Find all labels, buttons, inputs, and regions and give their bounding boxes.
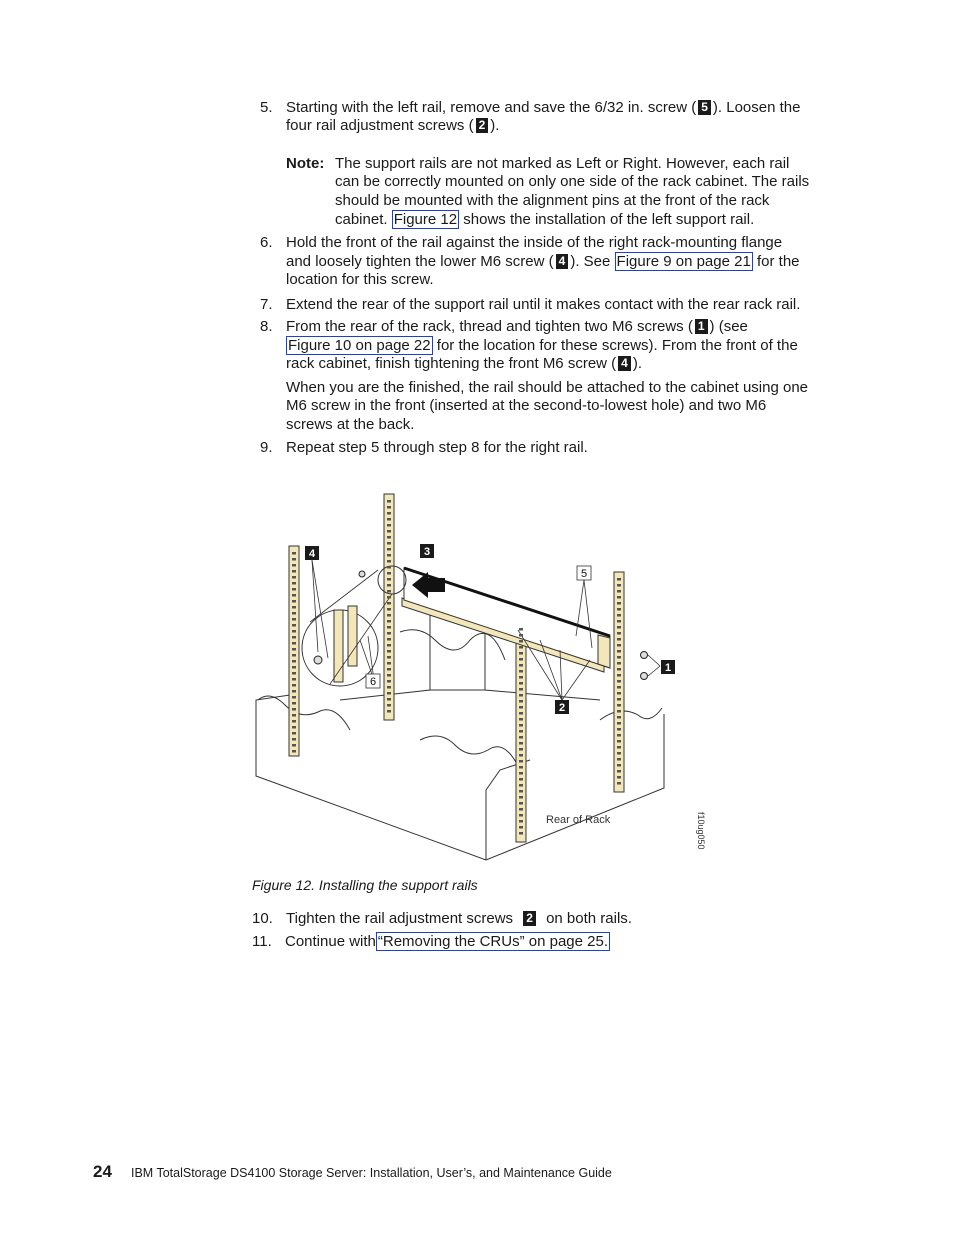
- rail-hole: [519, 670, 523, 673]
- step-8-text-b: ) (see: [709, 318, 748, 335]
- rail-hole: [617, 602, 621, 605]
- rail-hole: [292, 618, 296, 621]
- step-5-text-2: four rail adjustment screws (: [286, 117, 474, 134]
- rail-hole: [387, 638, 391, 641]
- rail-hole: [292, 666, 296, 669]
- rail-hole: [519, 778, 523, 781]
- rail-hole: [617, 740, 621, 743]
- figure-caption: Figure 12. Installing the support rails: [252, 877, 478, 893]
- rail-hole: [387, 584, 391, 587]
- step-8-para-line-2: M6 screw in the front (inserted at the second-to-lowest hole) and two M6: [286, 397, 767, 414]
- rail-hole: [387, 536, 391, 539]
- rail-hole: [387, 566, 391, 569]
- rail-hole: [292, 708, 296, 711]
- rail-hole: [519, 796, 523, 799]
- step-7-line-1: Extend the rear of the support rail until it makes contact with the rear rack rail.: [286, 296, 801, 313]
- step-5-text-2b: ).: [490, 117, 500, 134]
- step-8-para-line-1: When you are the finished, the rail should be attached to the cabinet using one: [286, 379, 809, 396]
- step-7-number: 7.: [260, 296, 273, 313]
- rail-hole: [519, 694, 523, 697]
- rail-hole: [519, 688, 523, 691]
- step-8-line-3: [286, 355, 642, 373]
- rail-hole: [387, 608, 391, 611]
- rail-hole: [617, 596, 621, 599]
- rail-hole: [617, 620, 621, 623]
- step-8-text: From the rear of the rack, thread and tighten two M6 screws (: [286, 318, 693, 335]
- rail-hole: [519, 730, 523, 733]
- step-10-text: Tighten the rail adjustment screws: [286, 910, 514, 927]
- rail-hole: [292, 564, 296, 567]
- callout-1: 1: [695, 319, 708, 334]
- rail-hole: [292, 606, 296, 609]
- rail-hole: [292, 648, 296, 651]
- step-11-number: 11.: [252, 933, 272, 950]
- step-5-number: 5.: [260, 99, 273, 116]
- rail-hole: [387, 626, 391, 629]
- rail-hole: [292, 582, 296, 585]
- callout-2: 2: [523, 911, 536, 926]
- rail-hole: [387, 620, 391, 623]
- rail-hole: [387, 656, 391, 659]
- rail-hole: [519, 634, 523, 637]
- rail-hole: [387, 674, 391, 677]
- step-5-line-2: [286, 117, 499, 135]
- note-line-4: [335, 211, 754, 229]
- rail-hole: [519, 772, 523, 775]
- step-6-line-1: Hold the front of the rail against the inside of the right rack-mounting flange: [286, 234, 783, 251]
- rail-hole: [519, 664, 523, 667]
- rail-hole: [292, 624, 296, 627]
- rail-hole: [617, 614, 621, 617]
- step-5-line-1: [286, 99, 800, 117]
- rail-hole: [292, 576, 296, 579]
- svg-text:5: 5: [580, 568, 588, 580]
- figure-id: f10ug050: [696, 812, 706, 850]
- rail-hole: [617, 734, 621, 737]
- rail-hole: [292, 594, 296, 597]
- rail-hole: [519, 790, 523, 793]
- rail-hole: [387, 668, 391, 671]
- rail-hole: [617, 656, 621, 659]
- rail-hole: [519, 820, 523, 823]
- rail-hole: [292, 660, 296, 663]
- rail-hole: [519, 760, 523, 763]
- rail-hole: [617, 626, 621, 629]
- rail-hole: [292, 714, 296, 717]
- rail-hole: [617, 668, 621, 671]
- rail-hole: [292, 558, 296, 561]
- rail-hole: [519, 718, 523, 721]
- rail-hole: [292, 678, 296, 681]
- rail-hole: [617, 692, 621, 695]
- rail-hole: [387, 662, 391, 665]
- rail-hole: [617, 650, 621, 653]
- figure-12-link[interactable]: Figure 12: [393, 211, 458, 228]
- rail-hole: [387, 524, 391, 527]
- rail-hole: [387, 512, 391, 515]
- rail-hole: [617, 722, 621, 725]
- rear-of-rack-label: Rear of Rack: [546, 814, 611, 826]
- rail-hole: [519, 826, 523, 829]
- step-6-line-3: location for this screw.: [286, 271, 434, 288]
- callout-2-label: [555, 700, 569, 714]
- footer-title: IBM TotalStorage DS4100 Storage Server: Installation, User’s, and Maintenance Guide: [131, 1166, 612, 1180]
- callout-5-label: [577, 566, 591, 580]
- rail-hole: [617, 704, 621, 707]
- rail-hole: [387, 560, 391, 563]
- step-6-line-2: [286, 253, 800, 271]
- rail-hole: [519, 832, 523, 835]
- rail-hole: [617, 752, 621, 755]
- svg-text:2: 2: [558, 702, 566, 714]
- callout-4-label: [305, 546, 319, 560]
- note-line-1: The support rails are not marked as Left or Right. However, each rail: [335, 155, 790, 172]
- rail-hole: [292, 690, 296, 693]
- rail-hole: [292, 612, 296, 615]
- rail-hole: [617, 638, 621, 641]
- rail-hole: [617, 758, 621, 761]
- rail-hole: [617, 590, 621, 593]
- rail-hole: [387, 548, 391, 551]
- svg-text:3: 3: [423, 546, 431, 558]
- rail-hole: [519, 754, 523, 757]
- step-8-text-3b: ).: [632, 355, 643, 372]
- rail-hole: [387, 590, 391, 593]
- rail-hole: [519, 766, 523, 769]
- support-rails-illustration: [250, 488, 720, 868]
- rail-hole: [292, 750, 296, 753]
- step-8-text-3: rack cabinet, finish tightening the front M6 screw (: [286, 355, 617, 372]
- page-number: 24: [93, 1162, 112, 1181]
- rail-hole: [387, 596, 391, 599]
- rail-hole: [292, 672, 296, 675]
- rail-hole: [292, 642, 296, 645]
- note-label: Note:: [286, 155, 325, 172]
- callout-4: 4: [618, 356, 631, 371]
- rail-hole: [387, 542, 391, 545]
- figure-10-link[interactable]: Figure 10 on page 22: [288, 337, 431, 354]
- rail-hole: [519, 736, 523, 739]
- rail-hole: [617, 608, 621, 611]
- rail-hole: [292, 738, 296, 741]
- step-8-text-2: for the location for these screws). From the front of the: [436, 337, 798, 354]
- rail-hole: [387, 572, 391, 575]
- rail-hole: [617, 662, 621, 665]
- svg-text:4: 4: [308, 548, 316, 560]
- rail-hole: [387, 704, 391, 707]
- removing-crus-link[interactable]: “Removing the CRUs” on page 25.: [377, 933, 609, 950]
- rail-hole: [292, 696, 296, 699]
- callout-3-label: [420, 544, 434, 558]
- svg-text:6: 6: [369, 676, 377, 688]
- rail-hole: [292, 588, 296, 591]
- rail-hole: [519, 706, 523, 709]
- rail-hole: [292, 570, 296, 573]
- step-6-text-c: for the: [756, 253, 800, 270]
- rail-hole: [292, 684, 296, 687]
- rail-hole: [387, 650, 391, 653]
- rail-hole: [519, 628, 523, 631]
- step-10-line: [286, 910, 632, 928]
- rail-hole: [519, 652, 523, 655]
- rail-hole: [292, 732, 296, 735]
- note-line-2: can be correctly mounted on only one side of the rack cabinet. The rails: [335, 173, 810, 190]
- rail-hole: [387, 506, 391, 509]
- rail-hole: [387, 614, 391, 617]
- rail-hole: [617, 728, 621, 731]
- rail-hole: [519, 784, 523, 787]
- callout-6-label: [366, 674, 380, 688]
- rail-hole: [387, 710, 391, 713]
- rail-hole: [387, 644, 391, 647]
- rail-hole: [617, 680, 621, 683]
- rail-hole: [519, 742, 523, 745]
- rail-hole: [387, 692, 391, 695]
- step-6-text: and loosely tighten the lower M6 screw (: [286, 253, 554, 270]
- rail-hole: [617, 632, 621, 635]
- rail-hole: [292, 552, 296, 555]
- rail-hole: [519, 712, 523, 715]
- rail-hole: [617, 578, 621, 581]
- step-8-para-line-3: screws at the back.: [286, 416, 415, 433]
- rail-hole: [387, 698, 391, 701]
- rail-hole: [519, 640, 523, 643]
- rail-hole: [387, 686, 391, 689]
- step-11-line: [285, 933, 610, 951]
- callout-4: 4: [556, 254, 569, 269]
- rail-hole: [387, 602, 391, 605]
- step-9-number: 9.: [260, 439, 273, 456]
- rail-hole: [292, 726, 296, 729]
- rail-hole: [617, 716, 621, 719]
- rail-hole: [519, 808, 523, 811]
- step-5-text-b: ). Loosen the: [712, 99, 801, 116]
- rail-hole: [387, 500, 391, 503]
- rail-hole: [519, 700, 523, 703]
- rail-hole: [617, 770, 621, 773]
- note-text-b: shows the installation of the left support rail.: [463, 211, 755, 228]
- step-6-number: 6.: [260, 234, 273, 251]
- rail-hole: [617, 782, 621, 785]
- step-5-text: Starting with the left rail, remove and save the 6/32 in. screw (: [286, 99, 697, 116]
- rail-hole: [519, 802, 523, 805]
- rail-hole: [617, 584, 621, 587]
- callout-5: 5: [698, 100, 711, 115]
- rail-hole: [519, 724, 523, 727]
- rail-hole: [519, 682, 523, 685]
- step-8-line-1: [286, 318, 748, 336]
- rail-hole: [292, 636, 296, 639]
- rail-hole: [519, 646, 523, 649]
- rail-hole: [617, 674, 621, 677]
- rail-hole: [617, 776, 621, 779]
- rail-hole: [292, 654, 296, 657]
- rail-hole: [519, 658, 523, 661]
- rail-hole: [617, 686, 621, 689]
- rail-hole: [387, 680, 391, 683]
- rail-hole: [387, 530, 391, 533]
- rail-hole: [387, 554, 391, 557]
- rail-hole: [387, 578, 391, 581]
- rail-hole: [292, 630, 296, 633]
- step-8-number: 8.: [260, 318, 273, 335]
- figure-9-link[interactable]: Figure 9 on page 21: [616, 253, 751, 270]
- step-11-text: Continue with: [285, 933, 376, 950]
- rail-hole: [292, 720, 296, 723]
- rail-hole: [292, 600, 296, 603]
- rail-hole: [617, 764, 621, 767]
- callout-1-label: [661, 660, 675, 674]
- step-8-line-2: [286, 337, 798, 355]
- rail-hole: [519, 676, 523, 679]
- rail-hole: [617, 698, 621, 701]
- rail-hole: [292, 744, 296, 747]
- svg-text:1: 1: [664, 662, 672, 674]
- rail-hole: [519, 814, 523, 817]
- rail-hole: [387, 632, 391, 635]
- note-text: cabinet.: [335, 211, 388, 228]
- step-6-text-b: ). See: [570, 253, 611, 270]
- rail-hole: [519, 748, 523, 751]
- step-10-number: 10.: [252, 910, 273, 927]
- step-10-text-b: on both rails.: [546, 910, 632, 927]
- rail-hole: [617, 644, 621, 647]
- step-9-line-1: Repeat step 5 through step 8 for the right rail.: [286, 439, 588, 456]
- rail-hole: [617, 710, 621, 713]
- note-line-3: should be mounted with the alignment pins at the front of the rack: [335, 192, 770, 209]
- rail-hole: [617, 746, 621, 749]
- rail-hole: [292, 702, 296, 705]
- rail-hole: [387, 518, 391, 521]
- callout-2: 2: [476, 118, 489, 133]
